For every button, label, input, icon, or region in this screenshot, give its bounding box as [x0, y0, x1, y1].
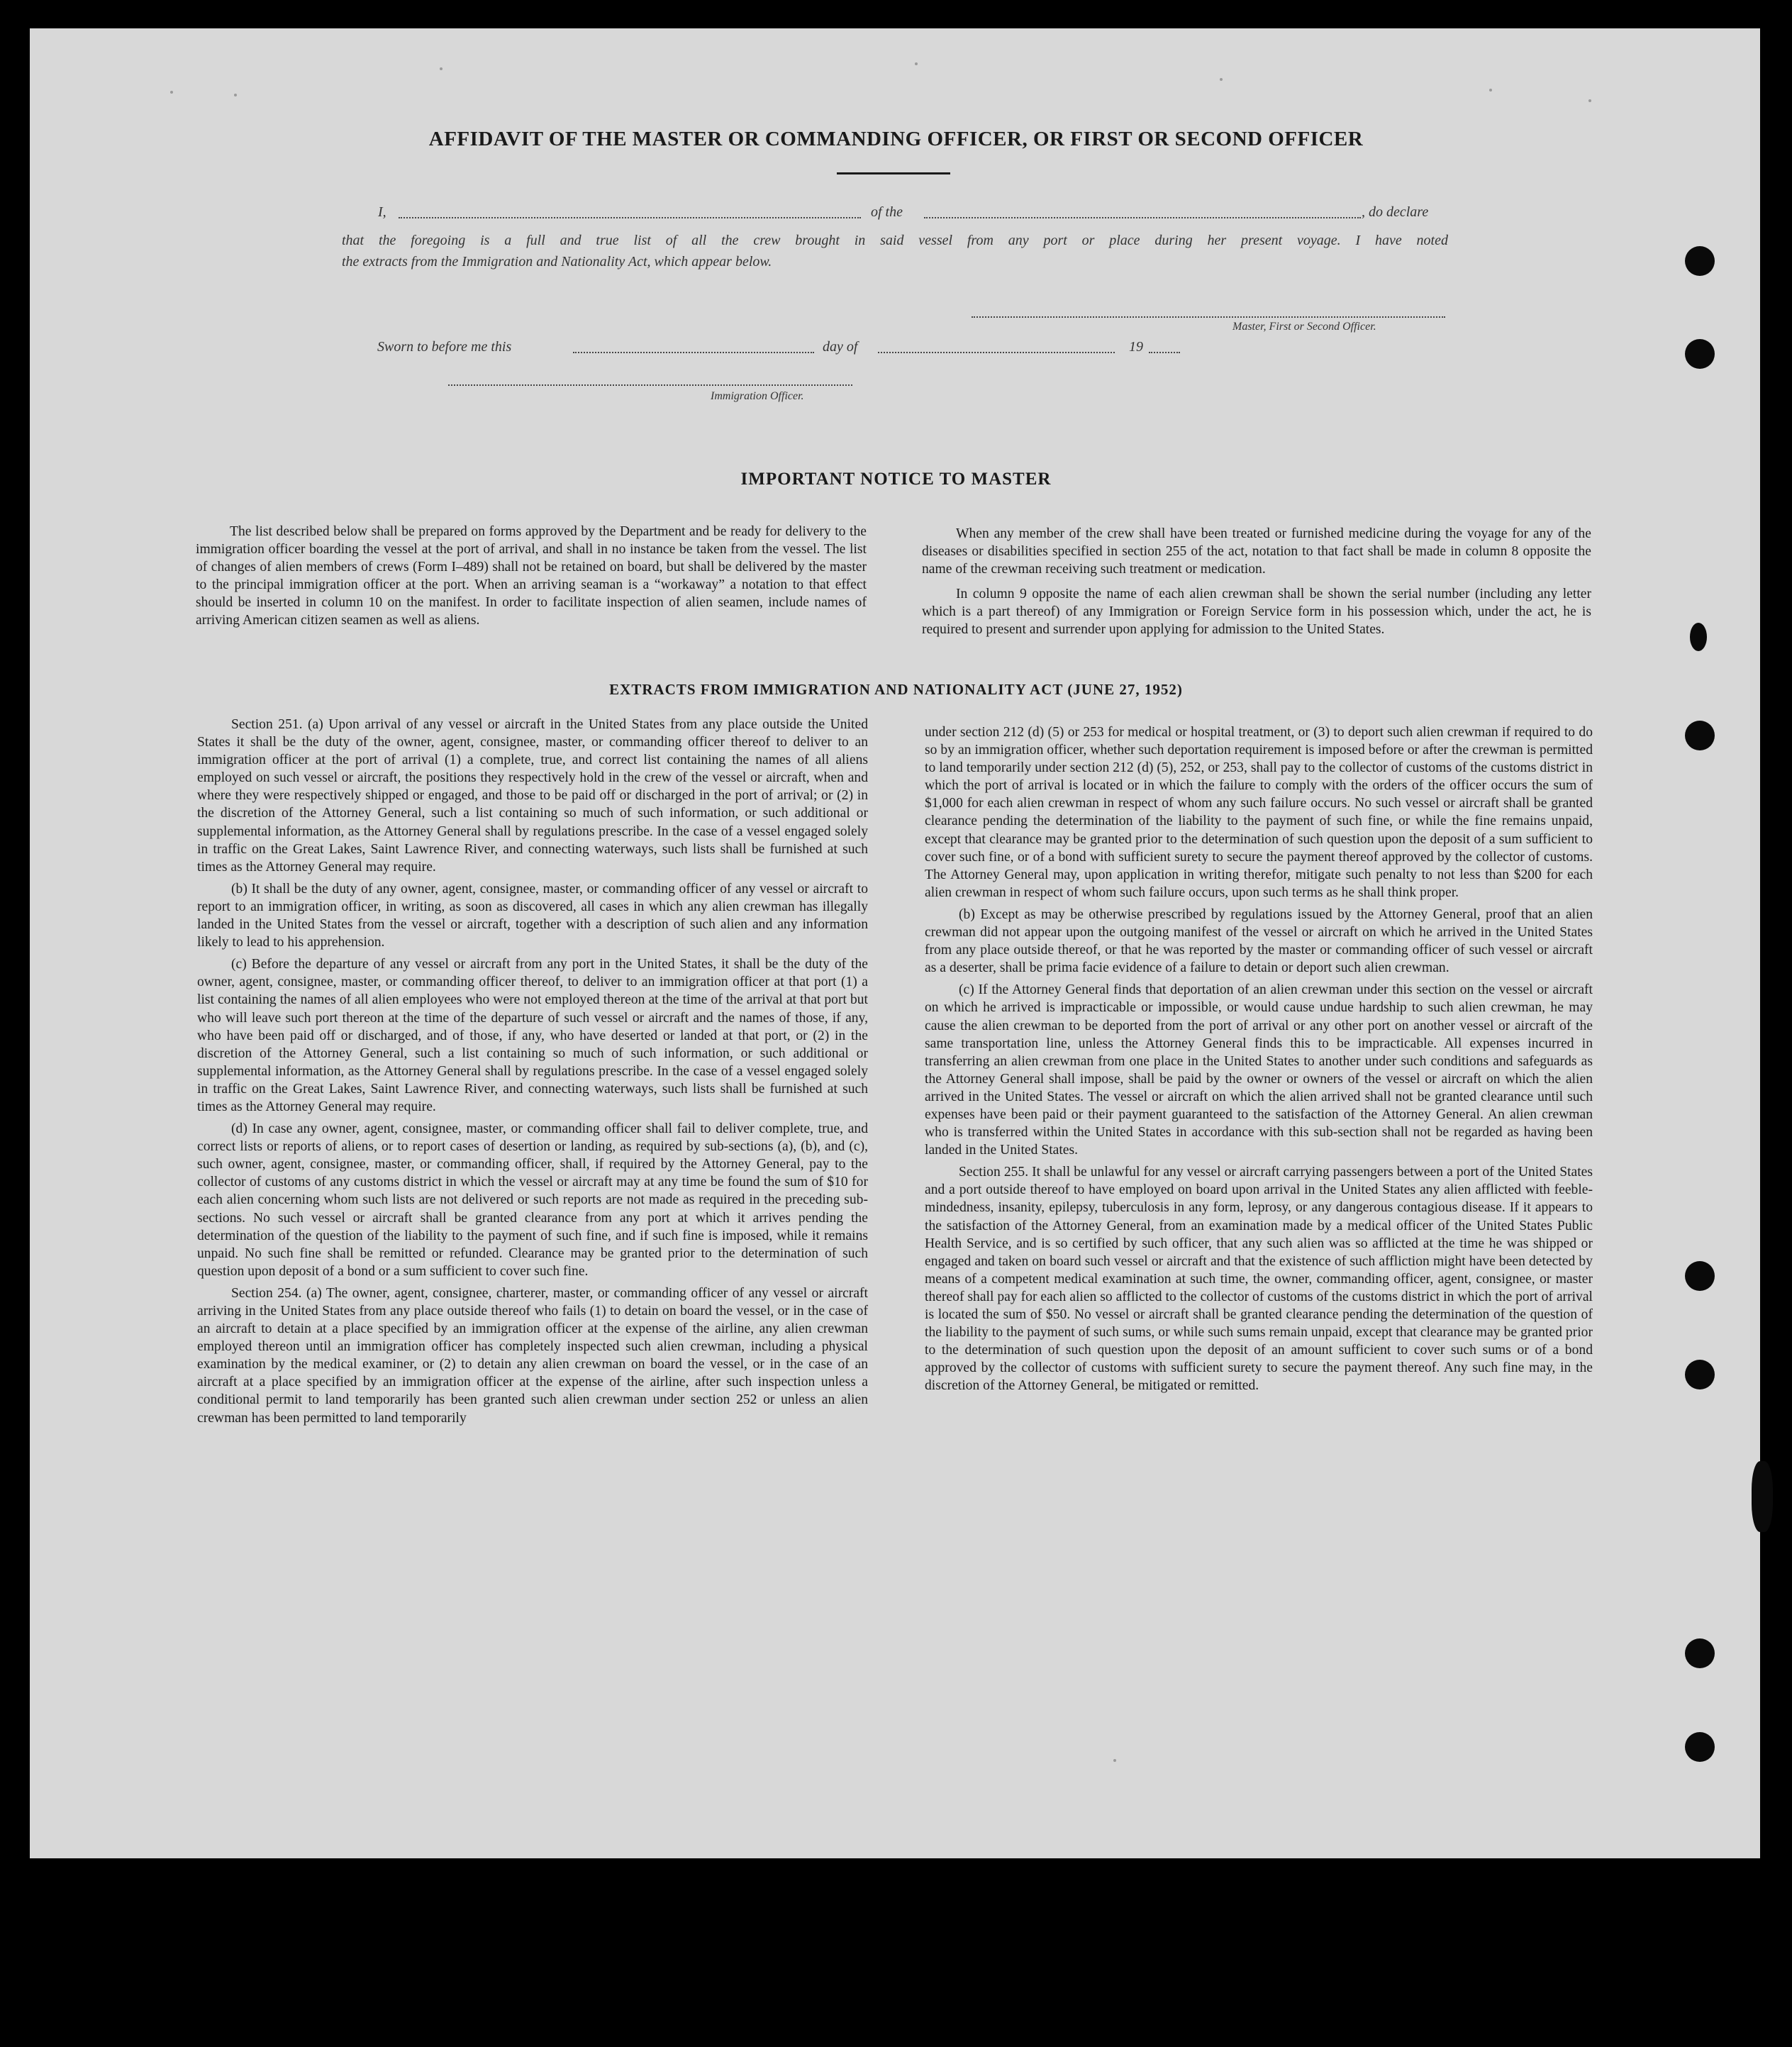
punch-hole-icon	[1685, 1732, 1715, 1762]
notice-paragraph: When any member of the crew shall have been treated or furnished medicine during the voyage for any of the diseases or disabilities specified in section 255 of the act, notation to that fact shall be made in column 8 opposite the name of the crewman receiving such treatment or medication.	[922, 526, 1591, 577]
scan-speck	[234, 94, 237, 96]
declare-line-2: that the foregoing is a full and true list of all the crew brought in said vessel from any port or place during her present voyage. I have noted	[342, 233, 1448, 248]
declare-i-label: I,	[378, 204, 386, 220]
edge-notch	[1752, 1461, 1773, 1532]
extract-paragraph: (c) If the Attorney General finds that deportation of an alien crewman under this section on the vessel or aircraft on which he arrived is impracticable or impossible, or would cause undue hardship to such alien crewman, he may cause the alien crewman to be deported from the port of arrival or any other port on another vessel or aircraft of the same transportation line, unless the Attorney General finds this to be impracticable. All expenses incurred in transferring an alien crewman from one place in the United States to another under such conditions and safeguards as the Attorney General shall impose, shall be paid by the owner or owners of the vessel or aircraft on which the alien arrived in the United States. The vessel or aircraft on which the alien arrived shall not be granted clearance until such expenses have been paid or their payment guaranteed to the satisfaction of the Attorney General. An alien crewman who is transferred within the United States in accordance with this sub-section shall not be regarded as having been landed in the United States.	[925, 982, 1593, 1158]
declarant-name-field[interactable]	[399, 217, 861, 218]
extract-paragraph: Section 255. It shall be unlawful for any vessel or aircraft carrying passengers between a port of the United States and a port outside thereof to have employed on board upon arrival in the United States any alien afflicted with feeble-mindedness, insanity, epilepsy, tuberculosis in any form, leprosy, or any dangerous contagious disease. If it appears to the satisfaction of the Attorney General, from an examination made by a medical officer of the United States Public Health Service, and is so certified by such officer, that any such alien was so afflicted at the time he was shipped or engaged and taken on board such vessel or aircraft and that the existence of such affliction might have been detected by means of a competent medical examination at such time, the owner, commanding officer, agent, consignee, or master thereof shall pay for each alien so afflicted to the collector of customs of the customs district in which the port of arrival is located the sum of $50. No vessel or aircraft shall be granted clearance pending the determination of the question of the liability to the payment of such sums, or while such sums remain unpaid, except that clearance may be granted prior to the determination of such question upon the deposit of an amount sufficient to cover such sums or of a bond approved by the collector of customs with sufficient surety to secure the payment thereof. Any such fine may, in the discretion of the Attorney General, be mitigated or remitted.	[925, 1165, 1593, 1394]
sworn-prefix-label: Sworn to before me this	[377, 339, 512, 355]
punch-hole-icon	[1685, 1261, 1715, 1291]
immigration-officer-signature-field[interactable]	[448, 384, 852, 386]
punch-hole-icon	[1690, 623, 1707, 651]
scan-speck	[440, 67, 443, 70]
extract-paragraph: (b) It shall be the duty of any owner, agent, consignee, master, or commanding officer of any vessel or aircraft to report to an immigration officer, in writing, as soon as discovered, all cases in which any alien crewman has illegally landed in the United States from the vessel or aircraft, together with a description of such alien and any information likely to lead to his apprehension.	[197, 881, 868, 950]
title-rule	[837, 172, 950, 174]
punch-hole-icon	[1685, 1360, 1715, 1389]
scan-speck	[915, 62, 918, 65]
notice-left-column	[196, 523, 867, 634]
extract-paragraph: Section 254. (a) The owner, agent, consignee, charterer, master, or commanding officer of any vessel or aircraft arriving in the United States from any place outside thereof who fails (1) to detain on board the vessel, or in the case of an aircraft to detain at a place specified by an immigration officer at the expense of the airline, any alien crewman employed thereon until an immigration officer has completely inspected such alien crewman, including a physical examination by the medical examiner, or (2) to detain any alien crewman on board the vessel, or in the case of an aircraft at a place specified by an immigration officer at the expense of the airline, after such inspection unless a conditional permit to land temporarily has been granted such alien crewman under section 252 or unless an alien crewman has been permitted to land temporarily	[197, 1285, 868, 1426]
master-signature-field[interactable]	[972, 316, 1445, 318]
extract-paragraph: (d) In case any owner, agent, consignee, master, or commanding officer shall fail to deliver complete, true, and correct lists or reports of aliens, or to report cases of desertion or landing, as required by sub-sections (a), (b), and (c), such owner, agent, consignee, master, or commanding officer, shall, if required by the Attorney General, pay to the collector of customs of any customs district in which the vessel or aircraft may at any time be found the sum of $10 for each alien concerning whom such lists are not delivered or such reports are not made as required in the preceding sub-sections. No such vessel or aircraft shall be granted clearance from any port at which it arrives pending the determination of the question of the liability to the payment of such fine, and if such fine is imposed, while it remains unpaid. No such fine shall be remitted or refunded. Clearance may be granted prior to the determination of such question upon deposit of a bond or a sum sufficient to cover such fine.	[197, 1121, 868, 1279]
scan-speck	[170, 91, 173, 94]
notice-paragraph: In column 9 opposite the name of each alien crewman shall be shown the serial number (including any letter which is a part thereof) of any Immigration or Foreign Service form in his possession which, under the act, he is required to present and surrender upon applying for admission to the United States.	[922, 587, 1591, 638]
declare-of-the-label: of the	[871, 204, 903, 220]
scan-speck	[1588, 99, 1591, 102]
sworn-year-label: 19	[1129, 339, 1143, 355]
notice-right-column	[922, 525, 1591, 643]
extracts-right-column	[925, 723, 1593, 1399]
sworn-month-field[interactable]	[878, 352, 1115, 353]
scan-speck	[1220, 78, 1223, 81]
punch-hole-icon	[1685, 721, 1715, 750]
declare-line-3: the extracts from the Immigration and Nationality Act, which appear below.	[342, 254, 772, 270]
extract-paragraph: (c) Before the departure of any vessel or aircraft from any port in the United States, it shall be the duty of the owner, agent, consignee, master, or commanding officer thereof, to deliver to an immigration officer at that port (1) a list containing the names of all alien employees who were not employed thereon at the time of the arrival at that port but who will leave such port thereon at the time of the departure of such vessel or aircraft and the names of those, if any, who have been paid off or discharged, and of those, if any, who have deserted or landed at that port, or (2) in the discretion of the Attorney General, such a list containing so much of such information, or such additional or supplemental information, as the Attorney General shall by regulations prescribe. In the case of a vessel engaged solely in traffic on the Great Lakes, Saint Lawrence River, and connecting waterways, such lists shall be furnished at such times as the Attorney General may require.	[197, 957, 868, 1114]
sworn-day-of-label: day of	[823, 339, 858, 355]
scan-speck	[1113, 1759, 1116, 1762]
extracts-left-column	[197, 716, 868, 1431]
signature-label: Master, First or Second Officer.	[1232, 321, 1376, 333]
punch-hole-icon	[1685, 339, 1715, 369]
extracts-heading: EXTRACTS FROM IMMIGRATION AND NATIONALITY ACT (JUNE 27, 1952)	[609, 681, 1183, 698]
vessel-name-field[interactable]	[924, 217, 1361, 218]
scan-speck	[1489, 89, 1492, 91]
extract-paragraph: Section 251. (a) Upon arrival of any vessel or aircraft in the United States from any place outside the United States it shall be the duty of the owner, agent, consignee, master, or commanding officer thereof to deliver to an immigration officer at the port of arrival (1) a complete, true, and correct list containing the names of all aliens employed on such vessel or aircraft, the positions they respectively hold in the crew of the vessel or aircraft, when and where they were respectively shipped or engaged, and those to be paid off or discharged in the port of arrival; or (2) in the discretion of the Attorney General, such a list containing so much of such information, or such additional or supplemental information, as the Attorney General shall by regulations prescribe. In the case of a vessel engaged solely in traffic on the Great Lakes, Saint Lawrence River, and connecting waterways, such lists shall be furnished at such times as the Attorney General may require.	[197, 717, 868, 875]
extract-paragraph: (b) Except as may be otherwise prescribed by regulations issued by the Attorney General, proof that an alien crewman did not appear upon the outgoing manifest of the vessel or aircraft on which he arrived in the United States from any place outside thereof, or that he was reported by the master or commanding officer of such vessel or aircraft as a deserter, shall be prima facie evidence of a failure to detain or deport such alien crewman.	[925, 906, 1593, 976]
notice-paragraph: The list described below shall be prepared on forms approved by the Department and be ready for delivery to the immigration officer boarding the vessel at the port of arrival, and shall in no instance be taken from the vessel. The list of changes of alien members of crews (Form I–489) shall not be retained on board, but shall be delivered by the master to the principal immigration officer at the port. When an arriving seaman is a “workaway” a notation to that effect should be inserted in column 10 on the manifest. In order to facilitate inspection of alien seamen, include names of arriving American citizen seamen as well as aliens.	[196, 524, 867, 628]
declare-suffix-label: , do declare	[1362, 204, 1429, 220]
extract-paragraph: under section 212 (d) (5) or 253 for medical or hospital treatment, or (3) to deport such alien crewman if required to do so by an immigration officer, whether such deportation requirement is imposed before or after the crewman is permitted to land temporarily under section 212 (d) (5), 252, or 253, shall pay to the collector of customs of the customs district in which the port of arrival is located or in which the failure to comply with the orders of the officer occurs the sum of $1,000 for each alien crewman in respect of whom any such failure occurs. No such vessel or aircraft shall be granted clearance pending the determination of the liability to the payment of such fine, or while the fine remains unpaid, except that clearance may be granted prior to the determination of such question upon the deposit of a sum sufficient to cover such fine, or of a bond with sufficient surety to secure the payment thereof approved by the collector of customs. The Attorney General may, upon application in writing therefor, mitigate such penalty to not less than $200 for each alien crewman in respect of whom such failure occurs, upon such terms as he shall think proper.	[925, 725, 1593, 900]
sworn-year-field[interactable]	[1149, 352, 1180, 353]
punch-hole-icon	[1685, 246, 1715, 276]
affidavit-title: AFFIDAVIT OF THE MASTER OR COMMANDING OFFICER, OR FIRST OR SECOND OFFICER	[428, 128, 1364, 150]
officer-label: Immigration Officer.	[711, 390, 804, 402]
notice-heading: IMPORTANT NOTICE TO MASTER	[740, 470, 1052, 489]
sworn-day-field[interactable]	[573, 352, 814, 353]
punch-hole-icon	[1685, 1638, 1715, 1668]
